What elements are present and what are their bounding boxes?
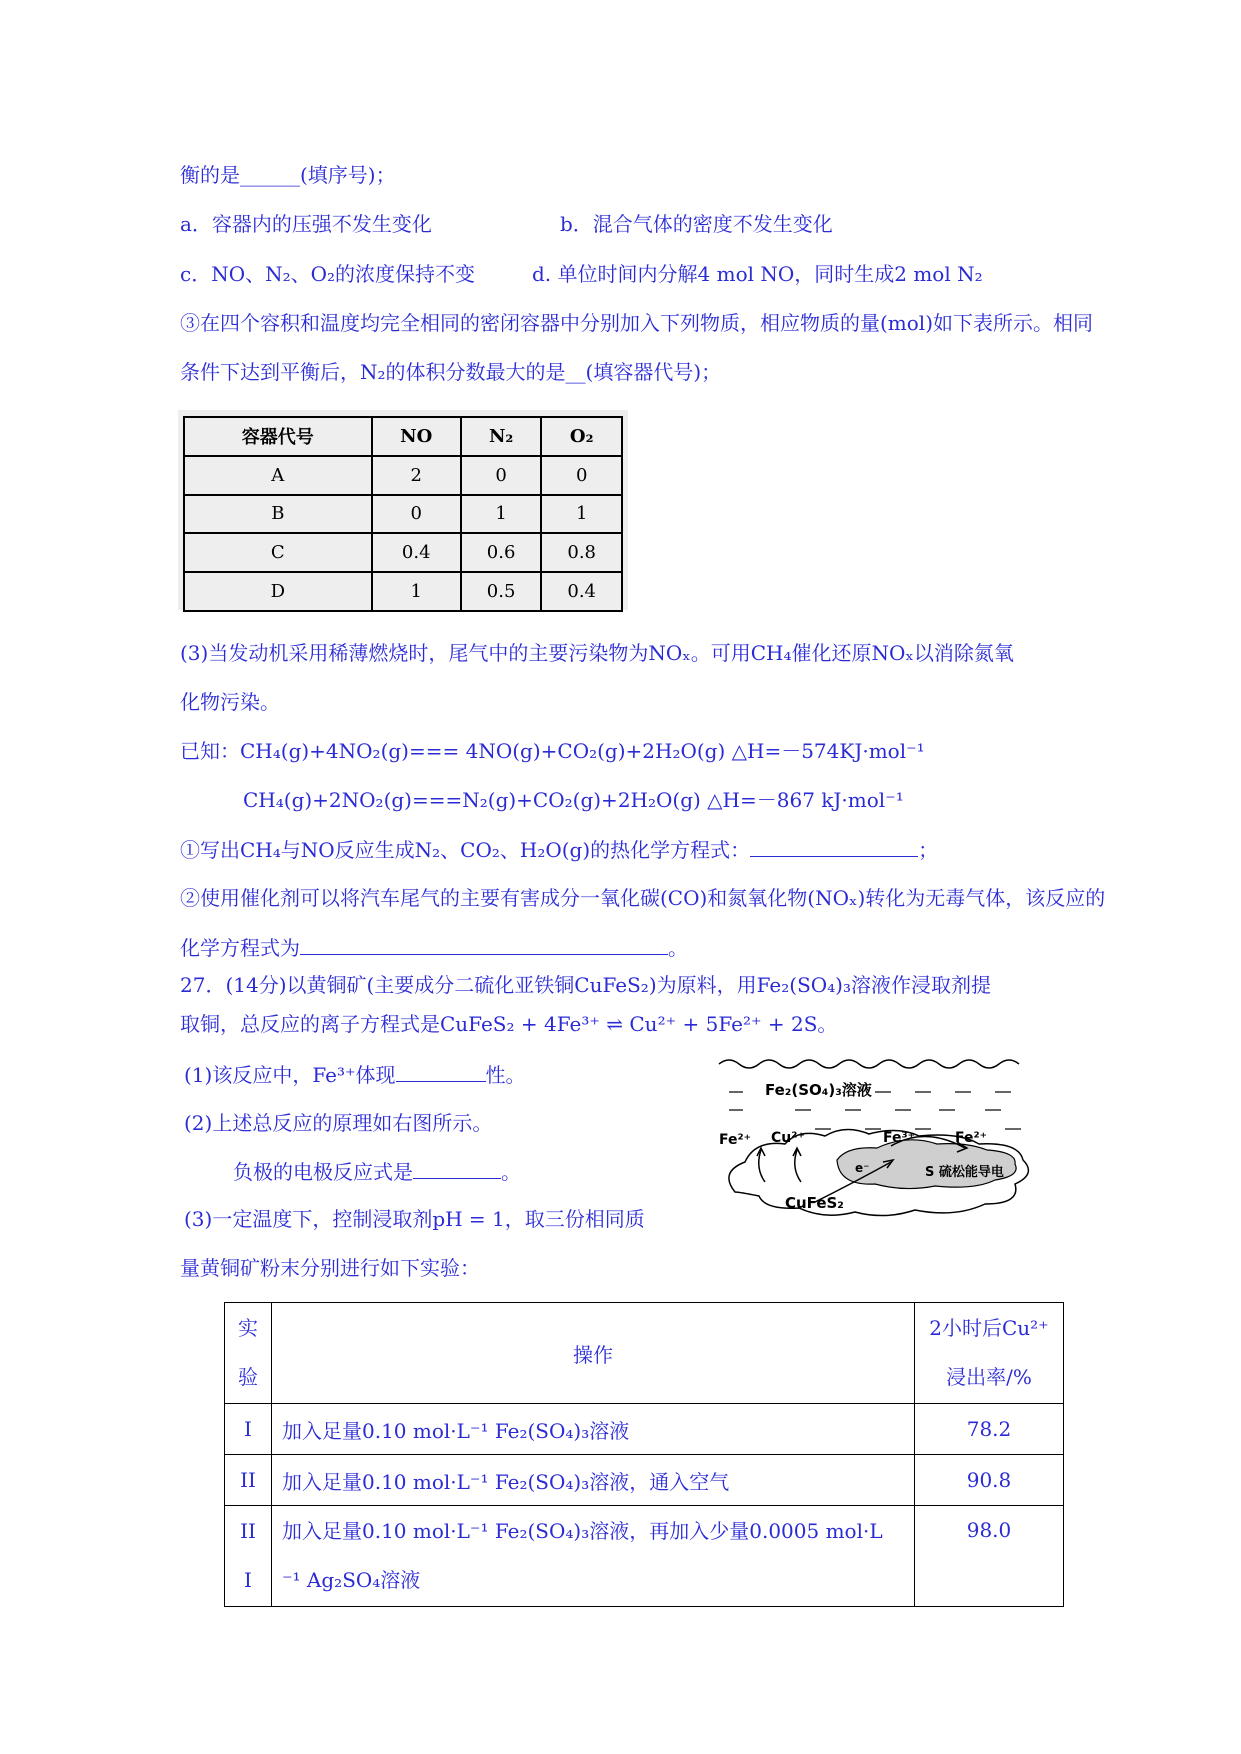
operation-text: ⁻¹ Ag₂SO₄溶液 <box>282 1568 421 1592</box>
sub-question-text: ①写出CH₄与NO反应生成N₂、CO₂、H₂O(g)的热化学方程式： <box>180 838 751 862</box>
experiment-operation <box>272 1506 915 1607</box>
experiment-table <box>224 1302 1064 1607</box>
table-cell: 0.4 <box>372 533 461 572</box>
table-cell: 0 <box>541 456 622 495</box>
sub-question-text: (1)该反应中，Fe³⁺体现 <box>184 1063 396 1087</box>
table-cell: 0 <box>461 456 542 495</box>
option-a: a．容器内的压强不发生变化 <box>180 212 432 236</box>
table-cell: C <box>184 533 372 572</box>
table-row <box>225 1404 1064 1455</box>
table-cell: 0.5 <box>461 572 542 611</box>
table-cell: 2 <box>372 456 461 495</box>
table-cell: 0.8 <box>541 533 622 572</box>
table-header-cell: O₂ <box>541 417 622 456</box>
table-cell: B <box>184 495 372 534</box>
table-cell: 1 <box>541 495 622 534</box>
solution-surface <box>719 1060 1019 1068</box>
table-cell: 1 <box>461 495 542 534</box>
punctuation: 性。 <box>485 1063 526 1087</box>
table-row <box>184 533 622 572</box>
mineral-label: CuFeS₂ <box>785 1194 844 1212</box>
fe3-ion: Fe³⁺ <box>883 1130 916 1146</box>
table-cell: 0.4 <box>541 572 622 611</box>
experiment-id: I <box>225 1404 272 1455</box>
header-text: 实 <box>238 1316 258 1340</box>
table-row <box>184 495 622 534</box>
question-27: 27．(14分)以黄铜矿(主要成分二硫化亚铁铜CuFeS₂)为原料，用Fe₂(SO₄)₃溶液作浸取剂提 <box>180 973 992 997</box>
header-text: 2小时后Cu²⁺ <box>929 1316 1049 1340</box>
experiment-rate: 90.8 <box>915 1455 1064 1506</box>
paragraph-line: 化物污染。 <box>180 690 280 714</box>
question-27-cont: 取铜，总反应的离子方程式是CuFeS₂ + 4Fe³⁺ ⇌ Cu²⁺ + 5Fe²⁺ + 2S。 <box>180 1012 838 1036</box>
question-text: ③在四个容积和温度均完全相同的密闭容器中分别加入下列物质，相应物质的量(mol)如下表所示。相同 <box>180 311 1094 335</box>
punctuation: 。 <box>501 1160 521 1184</box>
sub-question-2: ②使用催化剂可以将汽车尾气的主要有害成分一氧化碳(CO)和氮氧化物(NOₓ)转化为无毒气体，该反应的 <box>180 886 1106 910</box>
id-text: II <box>240 1519 256 1543</box>
table-header-row <box>184 417 622 456</box>
option-d: d. 单位时间内分解4 mol NO，同时生成2 mol N₂ <box>532 262 983 286</box>
table-cell: D <box>184 572 372 611</box>
table-header-cell <box>225 1303 272 1404</box>
header-text: 验 <box>238 1365 258 1389</box>
table-row <box>225 1455 1064 1506</box>
electron-label: e⁻ <box>855 1161 870 1175</box>
question-27-1 <box>184 1061 526 1088</box>
table-row <box>184 572 622 611</box>
sub-question-2-cont <box>180 934 688 961</box>
answer-blank <box>750 836 918 857</box>
punctuation: 。 <box>668 936 688 960</box>
container-table <box>183 416 623 612</box>
sulfur-label: S 硫松能导电 <box>925 1165 1004 1180</box>
text-line: 衡的是______(填序号)； <box>180 163 396 187</box>
table-header-cell <box>915 1303 1064 1404</box>
question-27-3: (3)一定温度下，控制浸取剂pH = 1，取三份相同质 <box>184 1207 645 1231</box>
answer-blank <box>396 1061 486 1082</box>
paragraph-line: (3)当发动机采用稀薄燃烧时，尾气中的主要污染物为NOₓ。可用CH₄催化还原NOₓ以消除氮氧 <box>180 641 1014 665</box>
table-cell: 0 <box>372 495 461 534</box>
fe2-ion-right: Fe²⁺ <box>955 1130 988 1146</box>
fe2-ion-left: Fe²⁺ <box>719 1132 752 1148</box>
sub-question-1 <box>180 836 938 863</box>
table-header-cell: N₂ <box>461 417 542 456</box>
experiment-rate: 98.0 <box>915 1506 1064 1607</box>
question-27-3-cont: 量黄铜矿粉末分别进行如下实验： <box>180 1256 480 1280</box>
sub-question-text: 化学方程式为 <box>180 936 300 960</box>
table-cell: 0.6 <box>461 533 542 572</box>
table-header-cell: NO <box>372 417 461 456</box>
table-cell: A <box>184 456 372 495</box>
option-c: c．NO、N₂、O₂的浓度保持不变 <box>180 262 476 286</box>
question-text: 条件下达到平衡后，N₂的体积分数最大的是__(填容器代号)； <box>180 360 722 384</box>
table-header-cell: 容器代号 <box>184 417 372 456</box>
answer-blank <box>413 1158 501 1179</box>
question-27-2: (2)上述总反应的原理如右图所示。 <box>184 1111 493 1135</box>
experiment-operation: 加入足量0.10 mol·L⁻¹ Fe₂(SO₄)₃溶液，通入空气 <box>272 1455 915 1506</box>
id-text: I <box>244 1568 252 1592</box>
punctuation: ； <box>918 838 939 862</box>
experiment-rate: 78.2 <box>915 1404 1064 1455</box>
experiment-id <box>225 1506 272 1607</box>
table-cell: 1 <box>372 572 461 611</box>
experiment-operation: 加入足量0.10 mol·L⁻¹ Fe₂(SO₄)₃溶液 <box>272 1404 915 1455</box>
question-27-2b <box>233 1158 521 1185</box>
answer-blank <box>300 934 668 955</box>
table-row <box>184 456 622 495</box>
equation-2: CH₄(g)+2NO₂(g)===N₂(g)+CO₂(g)+2H₂O(g) △H=－867 kJ·mol⁻¹ <box>243 788 904 812</box>
cu2-ion: Cu²⁺ <box>771 1130 805 1146</box>
solution-label: Fe₂(SO₄)₃溶液 <box>765 1081 872 1099</box>
operation-text: 加入足量0.10 mol·L⁻¹ Fe₂(SO₄)₃溶液，再加入少量0.0005 mol·L <box>282 1519 883 1543</box>
header-text: 浸出率/% <box>946 1365 1032 1389</box>
option-b: b．混合气体的密度不发生变化 <box>560 212 833 236</box>
table-row <box>225 1506 1064 1607</box>
table-header-cell: 操作 <box>272 1303 915 1404</box>
reaction-diagram <box>715 1052 1037 1230</box>
table-header-row <box>225 1303 1064 1404</box>
experiment-id: II <box>225 1455 272 1506</box>
equation-1: 已知：CH₄(g)+4NO₂(g)=== 4NO(g)+CO₂(g)+2H₂O(g) △H=－574KJ·mol⁻¹ <box>180 739 925 763</box>
sub-question-text: 负极的电极反应式是 <box>233 1160 413 1184</box>
